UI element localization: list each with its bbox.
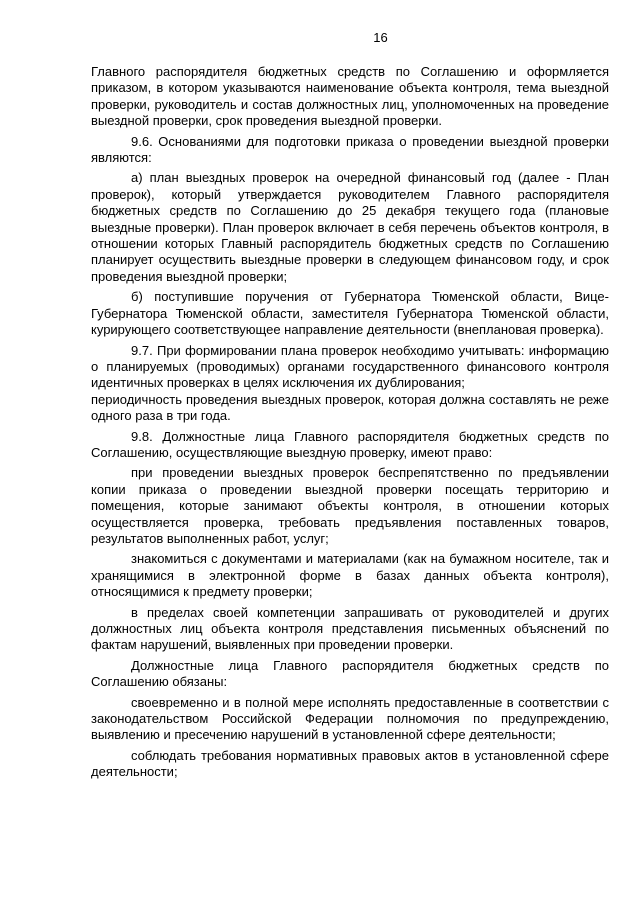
paragraph: знакомиться с документами и материалами (как на бумажном носителе, так и хранящимися в электронной форме в базах данных объекта контроля), относящимися к предмету проверки;: [91, 551, 609, 600]
paragraph: б) поступившие поручения от Губернатора Тюменской области, Вице-Губернатора Тюменской области, заместителя Губернатора Тюменской области, курирующего соответствующее направление деятельности (внеплановая проверка).: [91, 289, 609, 338]
paragraph: своевременно и в полной мере исполнять предоставленные в соответствии с законодательством Российской Федерации полномочия по предупреждению, выявлению и пресечению нарушений в установленной сфере деятельности;: [91, 694, 609, 743]
paragraph: а) план выездных проверок на очередной финансовый год (далее - План проверок), который утверждается руководителем Главного распорядителя бюджетных средств по Соглашению до 25 декабря текущего года (плановые выездные проверки). План проверок включает в себя перечень объектов контроля, в отношении которых Главный распорядитель бюджетных средств по Соглашению планирует осуществить выездные проверки в следующем финансовом году, и срок проведения выездной проверки;: [91, 170, 609, 284]
paragraph: 9.6. Основаниями для подготовки приказа о проведении выездной проверки являются:: [91, 133, 609, 166]
paragraph: 9.8. Должностные лица Главного распорядителя бюджетных средств по Соглашению, осуществляющие выездную проверку, имеют право:: [91, 428, 609, 460]
paragraph: в пределах своей компетенции запрашивать от руководителей и других должностных лиц объекта контроля представления письменных объяснений по фактам нарушений, выявленных при проведении проверки.: [91, 604, 609, 653]
paragraph: Главного распорядителя бюджетных средств по Соглашению и оформляется приказом, в котором указываются наименование объекта контроля, тема выездной проверки, руководитель и состав должностных лиц, уполномоченных на проведение выездной проверки, срок проведения выездной проверки.: [91, 64, 609, 129]
paragraph: 9.7. При формировании плана проверок необходимо учитывать: информацию о планируемых (проводимых) органами государственного финансового контроля идентичных проверках в целях исключения их дублирования;: [91, 342, 609, 391]
paragraph: периодичность проведения выездных проверок, которая должна составлять не реже одного раза в три года.: [91, 391, 609, 424]
paragraph: соблюдать требования нормативных правовых актов в установленной сфере деятельности;: [91, 747, 609, 780]
page-number: 16: [373, 30, 388, 45]
paragraph: Должностные лица Главного распорядителя бюджетных средств по Соглашению обязаны:: [91, 657, 609, 690]
paragraph: при проведении выездных проверок беспрепятственно по предъявлении копии приказа о проведении выездной проверки посещать территорию и помещения, которые занимают объекты контроля, в отношении которых осуществляется проверка, требовать предъявления поставленных товаров, результатов выполненных работ, услуг;: [91, 465, 609, 546]
document-body: [91, 64, 609, 781]
